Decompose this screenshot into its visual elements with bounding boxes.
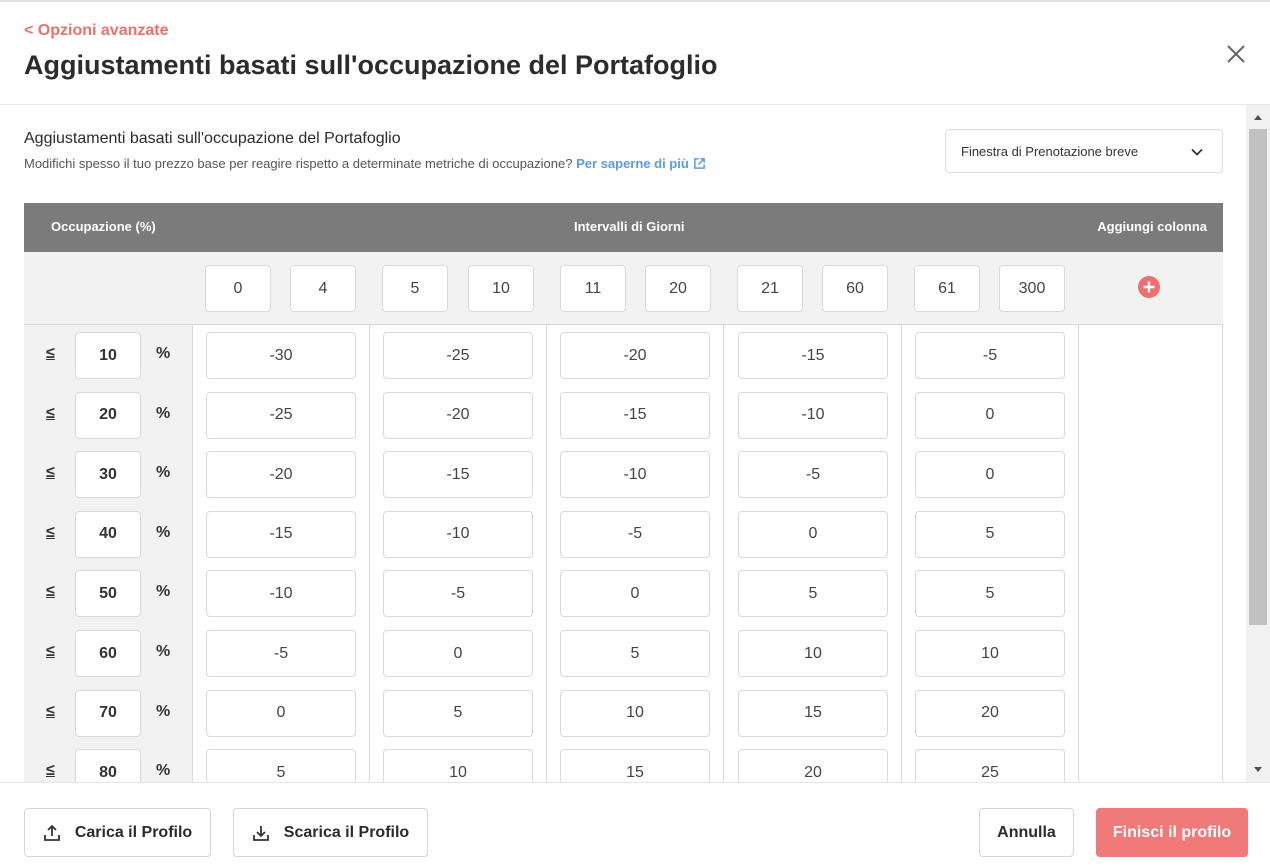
adjustment-value-input[interactable]: 25	[915, 749, 1065, 782]
modal-footer	[0, 782, 1270, 868]
occupancy-row	[24, 570, 1223, 617]
less-or-equal-symbol: ≤	[46, 464, 55, 482]
adjustment-value-input[interactable]: 5	[915, 570, 1065, 617]
upload-profile-label: Carica il Profilo	[74, 823, 193, 841]
range-end-input[interactable]: 10	[468, 265, 534, 312]
column-header-add-column: Aggiungi colonna	[1097, 219, 1207, 234]
percent-symbol: %	[156, 583, 171, 601]
adjustment-value-input[interactable]: 15	[560, 749, 710, 782]
occupancy-threshold-input[interactable]: 70	[75, 690, 141, 737]
adjustment-value-input[interactable]: -5	[560, 511, 710, 558]
grid-header	[24, 203, 1223, 252]
adjustment-value-input[interactable]: 20	[915, 690, 1065, 737]
adjustment-value-input[interactable]: 5	[915, 511, 1065, 558]
occupancy-threshold-input[interactable]: 30	[75, 451, 141, 498]
scroll-up-arrow-icon[interactable]	[1253, 113, 1263, 121]
adjustment-value-input[interactable]: -5	[738, 451, 888, 498]
section-title: Aggiustamenti basati sull'occupazione del Portafoglio	[24, 130, 401, 147]
adjustment-value-input[interactable]: -5	[383, 570, 533, 617]
learn-more-link[interactable]	[576, 156, 706, 171]
section-description	[24, 156, 706, 171]
occupancy-row	[24, 332, 1223, 379]
adjustment-value-input[interactable]: -5	[915, 332, 1065, 379]
occupancy-row	[24, 451, 1223, 498]
percent-symbol: %	[156, 345, 171, 362]
percent-symbol: %	[156, 464, 171, 482]
adjustment-value-input[interactable]: -25	[383, 332, 533, 379]
range-start-input[interactable]: 11	[560, 265, 626, 312]
modal-title: Aggiustamenti basati sull'occupazione del Portafoglio	[24, 50, 718, 80]
range-start-input[interactable]: 21	[737, 265, 803, 312]
occupancy-threshold-input[interactable]: 20	[75, 392, 141, 439]
adjustment-value-input[interactable]: -15	[560, 392, 710, 439]
occupancy-threshold-input[interactable]: 60	[75, 630, 141, 677]
occupancy-row	[24, 690, 1223, 737]
occupancy-threshold-input[interactable]: 40	[75, 511, 141, 558]
scrollbar-thumb[interactable]	[1249, 129, 1267, 625]
less-or-equal-symbol: ≤	[46, 583, 55, 601]
scroll-down-arrow-icon[interactable]	[1253, 766, 1263, 774]
adjustment-value-input[interactable]: -20	[206, 451, 356, 498]
close-icon[interactable]	[1224, 42, 1248, 66]
percent-symbol: %	[156, 404, 171, 422]
occupancy-row	[24, 630, 1223, 677]
less-or-equal-symbol: ≤	[46, 702, 55, 720]
less-or-equal-symbol: ≤	[46, 523, 55, 541]
adjustment-value-input[interactable]: 0	[915, 451, 1065, 498]
adjustment-value-input[interactable]: 0	[738, 511, 888, 558]
occupancy-threshold-input[interactable]: 50	[75, 570, 141, 617]
adjustment-value-input[interactable]: 0	[560, 570, 710, 617]
adjustment-value-input[interactable]: 5	[206, 749, 356, 782]
adjustment-value-input[interactable]: 10	[738, 630, 888, 677]
percent-symbol: %	[156, 762, 171, 780]
less-or-equal-symbol: ≤	[46, 643, 55, 660]
adjustment-value-input[interactable]: 10	[383, 749, 533, 782]
adjustment-value-input[interactable]: 0	[383, 630, 533, 677]
download-profile-label: Scarica il Profilo	[283, 823, 410, 841]
day-range-row	[24, 252, 1223, 325]
column-header-day-intervals: Intervalli di Giorni	[574, 219, 685, 234]
range-start-input[interactable]: 0	[205, 265, 271, 312]
percent-symbol: %	[156, 643, 171, 660]
column-header-occupancy: Occupazione (%)	[51, 219, 156, 234]
back-link-advanced-options[interactable]: < Opzioni avanzate	[24, 22, 169, 39]
adjustment-value-input[interactable]: -30	[206, 332, 356, 379]
occupancy-row	[24, 511, 1223, 558]
modal-scroll-area	[0, 105, 1246, 782]
percent-symbol: %	[156, 523, 171, 541]
range-end-input[interactable]: 60	[822, 265, 888, 312]
range-end-input[interactable]: 300	[999, 265, 1065, 312]
plus-circle-icon	[1138, 276, 1160, 298]
learn-more-label: Per saperne di più	[576, 156, 689, 171]
occupancy-row	[24, 392, 1223, 439]
range-start-input[interactable]: 5	[382, 265, 448, 312]
download-icon	[252, 824, 270, 842]
adjustment-value-input[interactable]: -20	[560, 332, 710, 379]
adjustment-value-input[interactable]: 10	[915, 630, 1065, 677]
cancel-button[interactable]: Annulla	[979, 808, 1074, 857]
adjustment-value-input[interactable]: -10	[738, 392, 888, 439]
adjustment-value-input[interactable]: 20	[738, 749, 888, 782]
adjustment-value-input[interactable]: 5	[738, 570, 888, 617]
range-start-input[interactable]: 61	[914, 265, 980, 312]
adjustment-value-input[interactable]: -15	[206, 511, 356, 558]
adjustment-value-input[interactable]: -20	[383, 392, 533, 439]
chevron-down-icon	[1190, 145, 1204, 159]
adjustment-value-input[interactable]: 5	[560, 630, 710, 677]
occupancy-row	[24, 749, 1223, 782]
range-end-input[interactable]: 20	[645, 265, 711, 312]
download-profile-button[interactable]	[233, 808, 428, 857]
adjustment-value-input[interactable]: -15	[738, 332, 888, 379]
adjustment-value-input[interactable]: 15	[738, 690, 888, 737]
adjustment-value-input[interactable]: 0	[206, 690, 356, 737]
adjustment-value-input[interactable]: 5	[383, 690, 533, 737]
adjustment-value-input[interactable]: -25	[206, 392, 356, 439]
range-end-input[interactable]: 4	[290, 265, 356, 312]
adjustment-value-input[interactable]: -10	[560, 451, 710, 498]
occupancy-threshold-input[interactable]: 10	[75, 332, 141, 379]
adjustment-value-input[interactable]: -5	[206, 630, 356, 677]
occupancy-threshold-input[interactable]: 80	[75, 749, 141, 782]
adjustment-value-input[interactable]: -15	[383, 451, 533, 498]
adjustment-value-input[interactable]: 0	[915, 392, 1065, 439]
vertical-scrollbar[interactable]	[1246, 105, 1270, 782]
add-column-button[interactable]	[1138, 276, 1160, 298]
less-or-equal-symbol: ≤	[46, 345, 55, 362]
upload-icon	[43, 824, 61, 842]
dropdown-selected-value: Finestra di Prenotazione breve	[961, 144, 1139, 159]
occupancy-grid-body	[24, 325, 1223, 782]
booking-window-dropdown[interactable]	[945, 129, 1223, 173]
percent-symbol: %	[156, 702, 171, 720]
finish-profile-button[interactable]: Finisci il profilo	[1096, 808, 1248, 857]
adjustment-value-input[interactable]: -10	[383, 511, 533, 558]
top-rule	[0, 0, 1270, 2]
less-or-equal-symbol: ≤	[46, 762, 55, 780]
adjustment-value-input[interactable]: -10	[206, 570, 356, 617]
adjustment-value-input[interactable]: 10	[560, 690, 710, 737]
upload-profile-button[interactable]	[24, 808, 211, 857]
description-text: Modifichi spesso il tuo prezzo base per reagire rispetto a determinate metriche di occupazione?	[24, 156, 573, 171]
external-link-icon	[693, 157, 706, 170]
less-or-equal-symbol: ≤	[46, 404, 55, 422]
